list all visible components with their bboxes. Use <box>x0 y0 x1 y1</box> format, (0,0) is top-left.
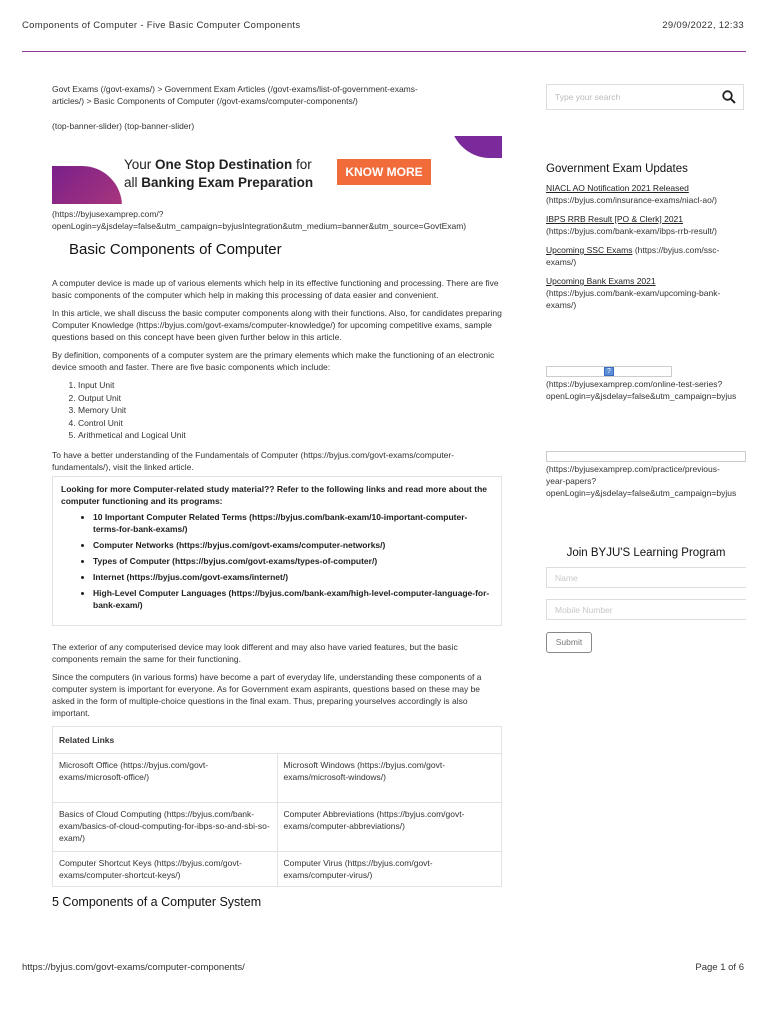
mobile-number-field[interactable]: Mobile Number <box>546 599 746 620</box>
promo-banner[interactable] <box>52 136 502 204</box>
list-item: 3. Memory Unit <box>78 404 502 417</box>
article-paragraph-4[interactable]: To have a better understanding of the Fundamentals of Computer (https://byjus.com/govt-exams/computer-fundamentals/), visit the linked article. <box>52 449 455 472</box>
table-row <box>53 803 502 852</box>
table-cell[interactable]: Basics of Cloud Computing (https://byjus.com/bank-exam/basics-of-cloud-computing-for-ibps-so-and-sbi-so-exam/) <box>53 803 278 852</box>
print-header-datetime: 29/09/2022, 12:33 <box>662 20 744 31</box>
article-paragraph-2: In this article, we shall discuss the basic computer components along with their functions. Also, for candidates preparing Computer Knowledge (https://byjus.com/govt-exams/computer-knowledge/) for upcoming competitive exams, sample questions based on this concept have been given further below in this article. <box>52 308 502 342</box>
components-list <box>52 379 502 442</box>
print-footer-page: Page 1 of 6 <box>695 962 744 973</box>
list-item[interactable]: NIACL AO Notification 2021 Released (https://byjus.com/insurance-exams/niacl-ao/) <box>546 183 718 205</box>
banner-decor-right <box>450 136 502 158</box>
study-material-box <box>52 476 502 626</box>
list-item: 1. Input Unit <box>78 379 502 392</box>
section-heading: 5 Components of a Computer System <box>52 895 262 909</box>
article-paragraph-3: By definition, components of a computer system are the primary elements which make the functioning of an electronic device smooth and faster. There are five basic components which include: <box>52 350 495 372</box>
search-box[interactable] <box>546 84 744 110</box>
breadcrumb-line-1[interactable]: Govt Exams (/govt-exams/) > Government Exam Articles (/govt-exams/list-of-government-exams- <box>52 84 418 94</box>
list-item[interactable]: IBPS RRB Result [PO & Clerk] 2021 (https://byjus.com/bank-exam/ibps-rrb-result/) <box>546 214 717 236</box>
related-links-table <box>52 726 502 887</box>
study-link[interactable]: • High-Level Computer Languages (https://byjus.com/bank-exam/high-level-computer-language-for-bank-exam/) <box>93 587 493 611</box>
article-body-continued <box>52 641 502 719</box>
search-input[interactable]: Type your search <box>555 92 621 102</box>
table-cell[interactable]: Computer Abbreviations (https://byjus.com/govt-exams/computer-abbreviations/) <box>277 803 502 852</box>
intro-paragraph: A computer device is made up of various elements which help in its effective functioning and processing. There are five basic components of the computer which help in making this processing of data easier and convenient. <box>52 278 499 300</box>
study-link[interactable]: • Types of Computer (https://byjus.com/govt-exams/types-of-computer/) <box>93 555 493 567</box>
top-banner-slider-text: (top-banner-slider) (top-banner-slider) <box>52 121 195 131</box>
related-links-table-wrap <box>52 726 502 887</box>
article-body <box>52 277 502 473</box>
table-cell[interactable]: Computer Shortcut Keys (https://byjus.com/govt-exams/computer-shortcut-keys/) <box>53 852 278 887</box>
list-item: 5. Arithmetical and Logical Unit <box>78 429 502 442</box>
name-field[interactable]: Name <box>546 567 746 588</box>
list-item: 2. Output Unit <box>78 392 502 405</box>
study-links-list <box>61 511 493 611</box>
table-cell[interactable]: Microsoft Windows (https://byjus.com/govt-exams/microsoft-windows/) <box>277 754 502 803</box>
join-program-title: Join BYJU'S Learning Program <box>566 547 726 559</box>
study-link[interactable]: • Computer Networks (https://byjus.com/govt-exams/computer-networks/) <box>93 539 493 551</box>
table-row <box>53 852 502 887</box>
know-more-button[interactable]: KNOW MORE <box>337 159 431 185</box>
banner-link[interactable]: (https://byjusexamprep.com/? openLogin=y&jsdelay=false&utm_campaign=byjusIntegration&utm_medium=banner&utm_source=GovtExam) <box>52 209 467 231</box>
list-item[interactable]: Upcoming SSC Exams (https://byjus.com/ssc-exams/) <box>546 245 720 267</box>
banner-decor-left <box>52 166 122 204</box>
box-intro: Looking for more Computer-related study material?? Refer to the following links and read more about the computer functioning and its programs: <box>61 484 487 506</box>
updates-list <box>546 182 746 318</box>
search-icon[interactable] <box>721 89 737 105</box>
article-paragraph-5: The exterior of any computerised device may look different and may also have varied features, but the basic components remain the same for their functioning. <box>52 642 458 664</box>
list-item: 4. Control Unit <box>78 417 502 430</box>
list-item[interactable]: Upcoming Bank Exams 2021 (https://byjus.com/bank-exam/upcoming-bank-exams/) <box>546 276 721 310</box>
ad-image-frame[interactable] <box>546 451 746 462</box>
updates-title: Government Exam Updates <box>546 163 688 175</box>
submit-button[interactable]: Submit <box>546 632 592 653</box>
broken-image-icon: ? <box>604 367 614 376</box>
page-title: Basic Components of Computer <box>69 241 282 258</box>
related-links-header: Related Links <box>53 727 502 754</box>
study-link[interactable]: • Internet (https://byjus.com/govt-exams/internet/) <box>93 571 493 583</box>
article-paragraph-6: Since the computers (in various forms) have become a part of everyday life, understanding these components of a computer system is important for everyone. As for Government exam aspirants, questions based on these may be asked in the form of multiple-choice questions in the final exam. Thus, preparing yourselves accordingly is also important. <box>52 672 482 718</box>
header-divider <box>22 51 746 52</box>
study-link[interactable]: • 10 Important Computer Related Terms (https://byjus.com/bank-exam/10-important-computer-terms-for-bank-exams/) <box>93 511 493 535</box>
previous-papers-link[interactable]: (https://byjusexamprep.com/practice/previous- year-papers? openLogin=y&jsdelay=false&utm_campaign=byjus <box>546 464 737 498</box>
breadcrumb-line-2[interactable]: articles/) > Basic Components of Computer (/govt-exams/computer-components/) <box>52 96 358 106</box>
table-cell[interactable]: Microsoft Office (https://byjus.com/govt-exams/microsoft-office/) <box>53 754 278 803</box>
banner-headline: Your One Stop Destination for all Banking Exam Preparation <box>124 157 314 190</box>
table-cell[interactable]: Computer Virus (https://byjus.com/govt-exams/computer-virus/) <box>277 852 502 887</box>
breadcrumb[interactable] <box>52 83 432 107</box>
test-series-link[interactable]: (https://byjusexamprep.com/online-test-series? openLogin=y&jsdelay=false&utm_campaign=byjus <box>546 379 737 401</box>
print-header-title: Components of Computer - Five Basic Computer Components <box>22 20 301 31</box>
table-row <box>53 754 502 803</box>
print-footer-url: https://byjus.com/govt-exams/computer-components/ <box>22 962 245 973</box>
